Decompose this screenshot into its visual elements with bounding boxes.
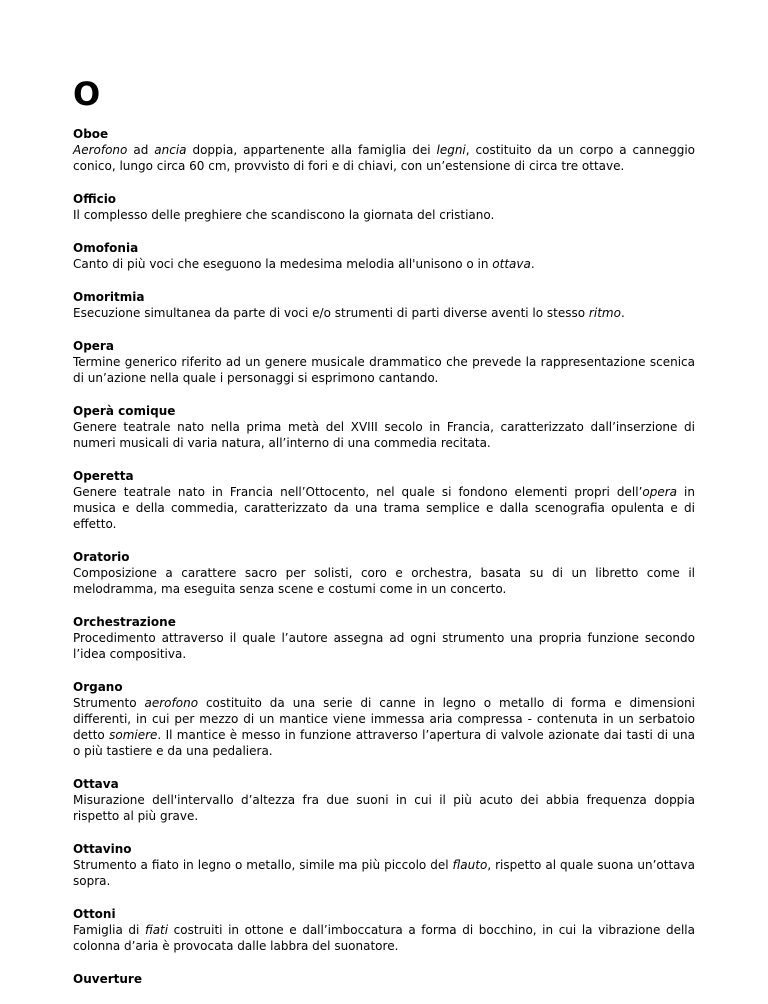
definition-italic-term: aerofono bbox=[144, 696, 199, 710]
definition-text: ad bbox=[127, 143, 155, 157]
section-letter-heading: O bbox=[73, 75, 101, 113]
entry-term: Orchestrazione bbox=[73, 615, 176, 629]
definition-text: . bbox=[620, 306, 625, 320]
definition-italic-term: somiere bbox=[109, 728, 158, 742]
definition-text: Composizione a carattere sacro per solisti, coro e orchestra, basata su di un libretto come il melodramma, ma eseguita senza scene e costumi come in un concerto. bbox=[73, 566, 695, 596]
definition-italic-term: opera bbox=[642, 485, 678, 499]
entry-term: Ottoni bbox=[73, 907, 116, 921]
entry-term: Ouverture bbox=[73, 972, 142, 986]
definition-text: Misurazione dell'intervallo d’altezza fra due suoni in cui il più acuto dei abbia frequenza doppia rispetto al più grave. bbox=[73, 793, 695, 823]
entry-term: Operetta bbox=[73, 469, 134, 483]
entry-definition bbox=[73, 630, 695, 662]
glossary-entry bbox=[73, 614, 695, 662]
entry-definition bbox=[73, 857, 695, 889]
definition-text: , rispetto al quale suona un’ottava sopra. bbox=[73, 858, 695, 888]
definition-italic-term: ancia bbox=[154, 143, 187, 157]
definition-text: Famiglia di bbox=[73, 923, 145, 937]
definition-text: . Il mantice è messo in funzione attraverso l’apertura di valvole azionate dai tasti di una o più tastiere e da una pedaliera. bbox=[73, 728, 695, 758]
entry-term: Opera bbox=[73, 339, 114, 353]
entry-term: Omofonia bbox=[73, 241, 139, 255]
definition-text: Termine generico riferito ad un genere musicale drammatico che prevede la rappresentazione scenica di un’azione nella quale i personaggi si esprimono cantando. bbox=[73, 355, 695, 385]
entry-definition bbox=[73, 484, 695, 532]
definition-text: Genere teatrale nato in Francia nell’Ottocento, nel quale si fondono elementi propri dell’ bbox=[73, 485, 643, 499]
definition-italic-term: ottava bbox=[492, 257, 531, 271]
definition-text: costruiti in ottone e dall’imboccatura a forma di bocchino, in cui la vibrazione della colonna d’aria è provocata dalle labbra del suonatore. bbox=[73, 923, 695, 953]
definition-text: Procedimento attraverso il quale l’autore assegna ad ogni strumento una propria funzione secondo l’idea compositiva. bbox=[73, 631, 695, 661]
entry-term: Ottava bbox=[73, 777, 119, 791]
entry-term: Omoritmia bbox=[73, 290, 145, 304]
glossary-entries bbox=[73, 126, 695, 1004]
glossary-entry bbox=[73, 191, 695, 223]
definition-text: Canto di più voci che eseguono la medesima melodia all'unisono o in bbox=[73, 257, 493, 271]
definition-text: Genere teatrale nato nella prima metà del XVIII secolo in Francia, caratterizzato dall’inserzione di numeri musicali di varia natura, all’interno di una commedia recitata. bbox=[73, 420, 695, 450]
entry-term: Organo bbox=[73, 680, 123, 694]
entry-definition bbox=[73, 565, 695, 597]
entry-definition bbox=[73, 207, 695, 223]
entry-definition bbox=[73, 419, 695, 451]
definition-text: Esecuzione simultanea da parte di voci e/o strumenti di parti diverse aventi lo stesso bbox=[73, 306, 589, 320]
glossary-entry bbox=[73, 468, 695, 532]
glossary-entry bbox=[73, 289, 695, 321]
definition-italic-term: flauto bbox=[452, 858, 488, 872]
glossary-entry bbox=[73, 841, 695, 889]
definition-text: in musica e della commedia, caratterizzato da una trama semplice e dalla scenografia opulenta e di effetto. bbox=[73, 485, 695, 531]
glossary-entry bbox=[73, 549, 695, 597]
entry-term: Oratorio bbox=[73, 550, 130, 564]
glossary-entry bbox=[73, 776, 695, 824]
definition-text: doppia, appartenente alla famiglia dei bbox=[186, 143, 437, 157]
definition-text: costituito da una serie di canne in legno o metallo di forma e dimensioni differenti, in cui per mezzo di un mantice viene immessa aria compressa - contenuta in un serbatoio detto bbox=[73, 696, 695, 742]
entry-definition bbox=[73, 792, 695, 824]
glossary-entry bbox=[73, 971, 695, 987]
definition-text: . bbox=[530, 257, 535, 271]
definition-italic-term: fiati bbox=[144, 923, 169, 937]
definition-italic-term: Aerofono bbox=[73, 143, 128, 157]
definition-text: Strumento a fiato in legno o metallo, simile ma più piccolo del bbox=[73, 858, 453, 872]
entry-term: Oboe bbox=[73, 127, 109, 141]
definition-text: Il complesso delle preghiere che scandiscono la giornata del cristiano. bbox=[73, 208, 495, 222]
definition-text: Strumento bbox=[73, 696, 145, 710]
glossary-entry bbox=[73, 906, 695, 954]
entry-term: Officio bbox=[73, 192, 117, 206]
definition-italic-term: ritmo bbox=[588, 306, 621, 320]
entry-definition bbox=[73, 142, 695, 174]
entry-definition bbox=[73, 922, 695, 954]
entry-term: Ottavino bbox=[73, 842, 132, 856]
entry-definition bbox=[73, 695, 695, 759]
glossary-entry bbox=[73, 403, 695, 451]
glossary-entry bbox=[73, 679, 695, 759]
entry-definition bbox=[73, 256, 695, 272]
entry-definition bbox=[73, 354, 695, 386]
entry-definition bbox=[73, 305, 695, 321]
definition-italic-term: legni bbox=[436, 143, 466, 157]
glossary-entry bbox=[73, 338, 695, 386]
glossary-entry bbox=[73, 126, 695, 174]
glossary-entry bbox=[73, 240, 695, 272]
entry-term: Operà comique bbox=[73, 404, 176, 418]
definition-text: , costituito da un corpo a canneggio conico, lungo circa 60 cm, provvisto di fori e di chiavi, con un’estensione di circa tre ottave. bbox=[73, 143, 695, 173]
